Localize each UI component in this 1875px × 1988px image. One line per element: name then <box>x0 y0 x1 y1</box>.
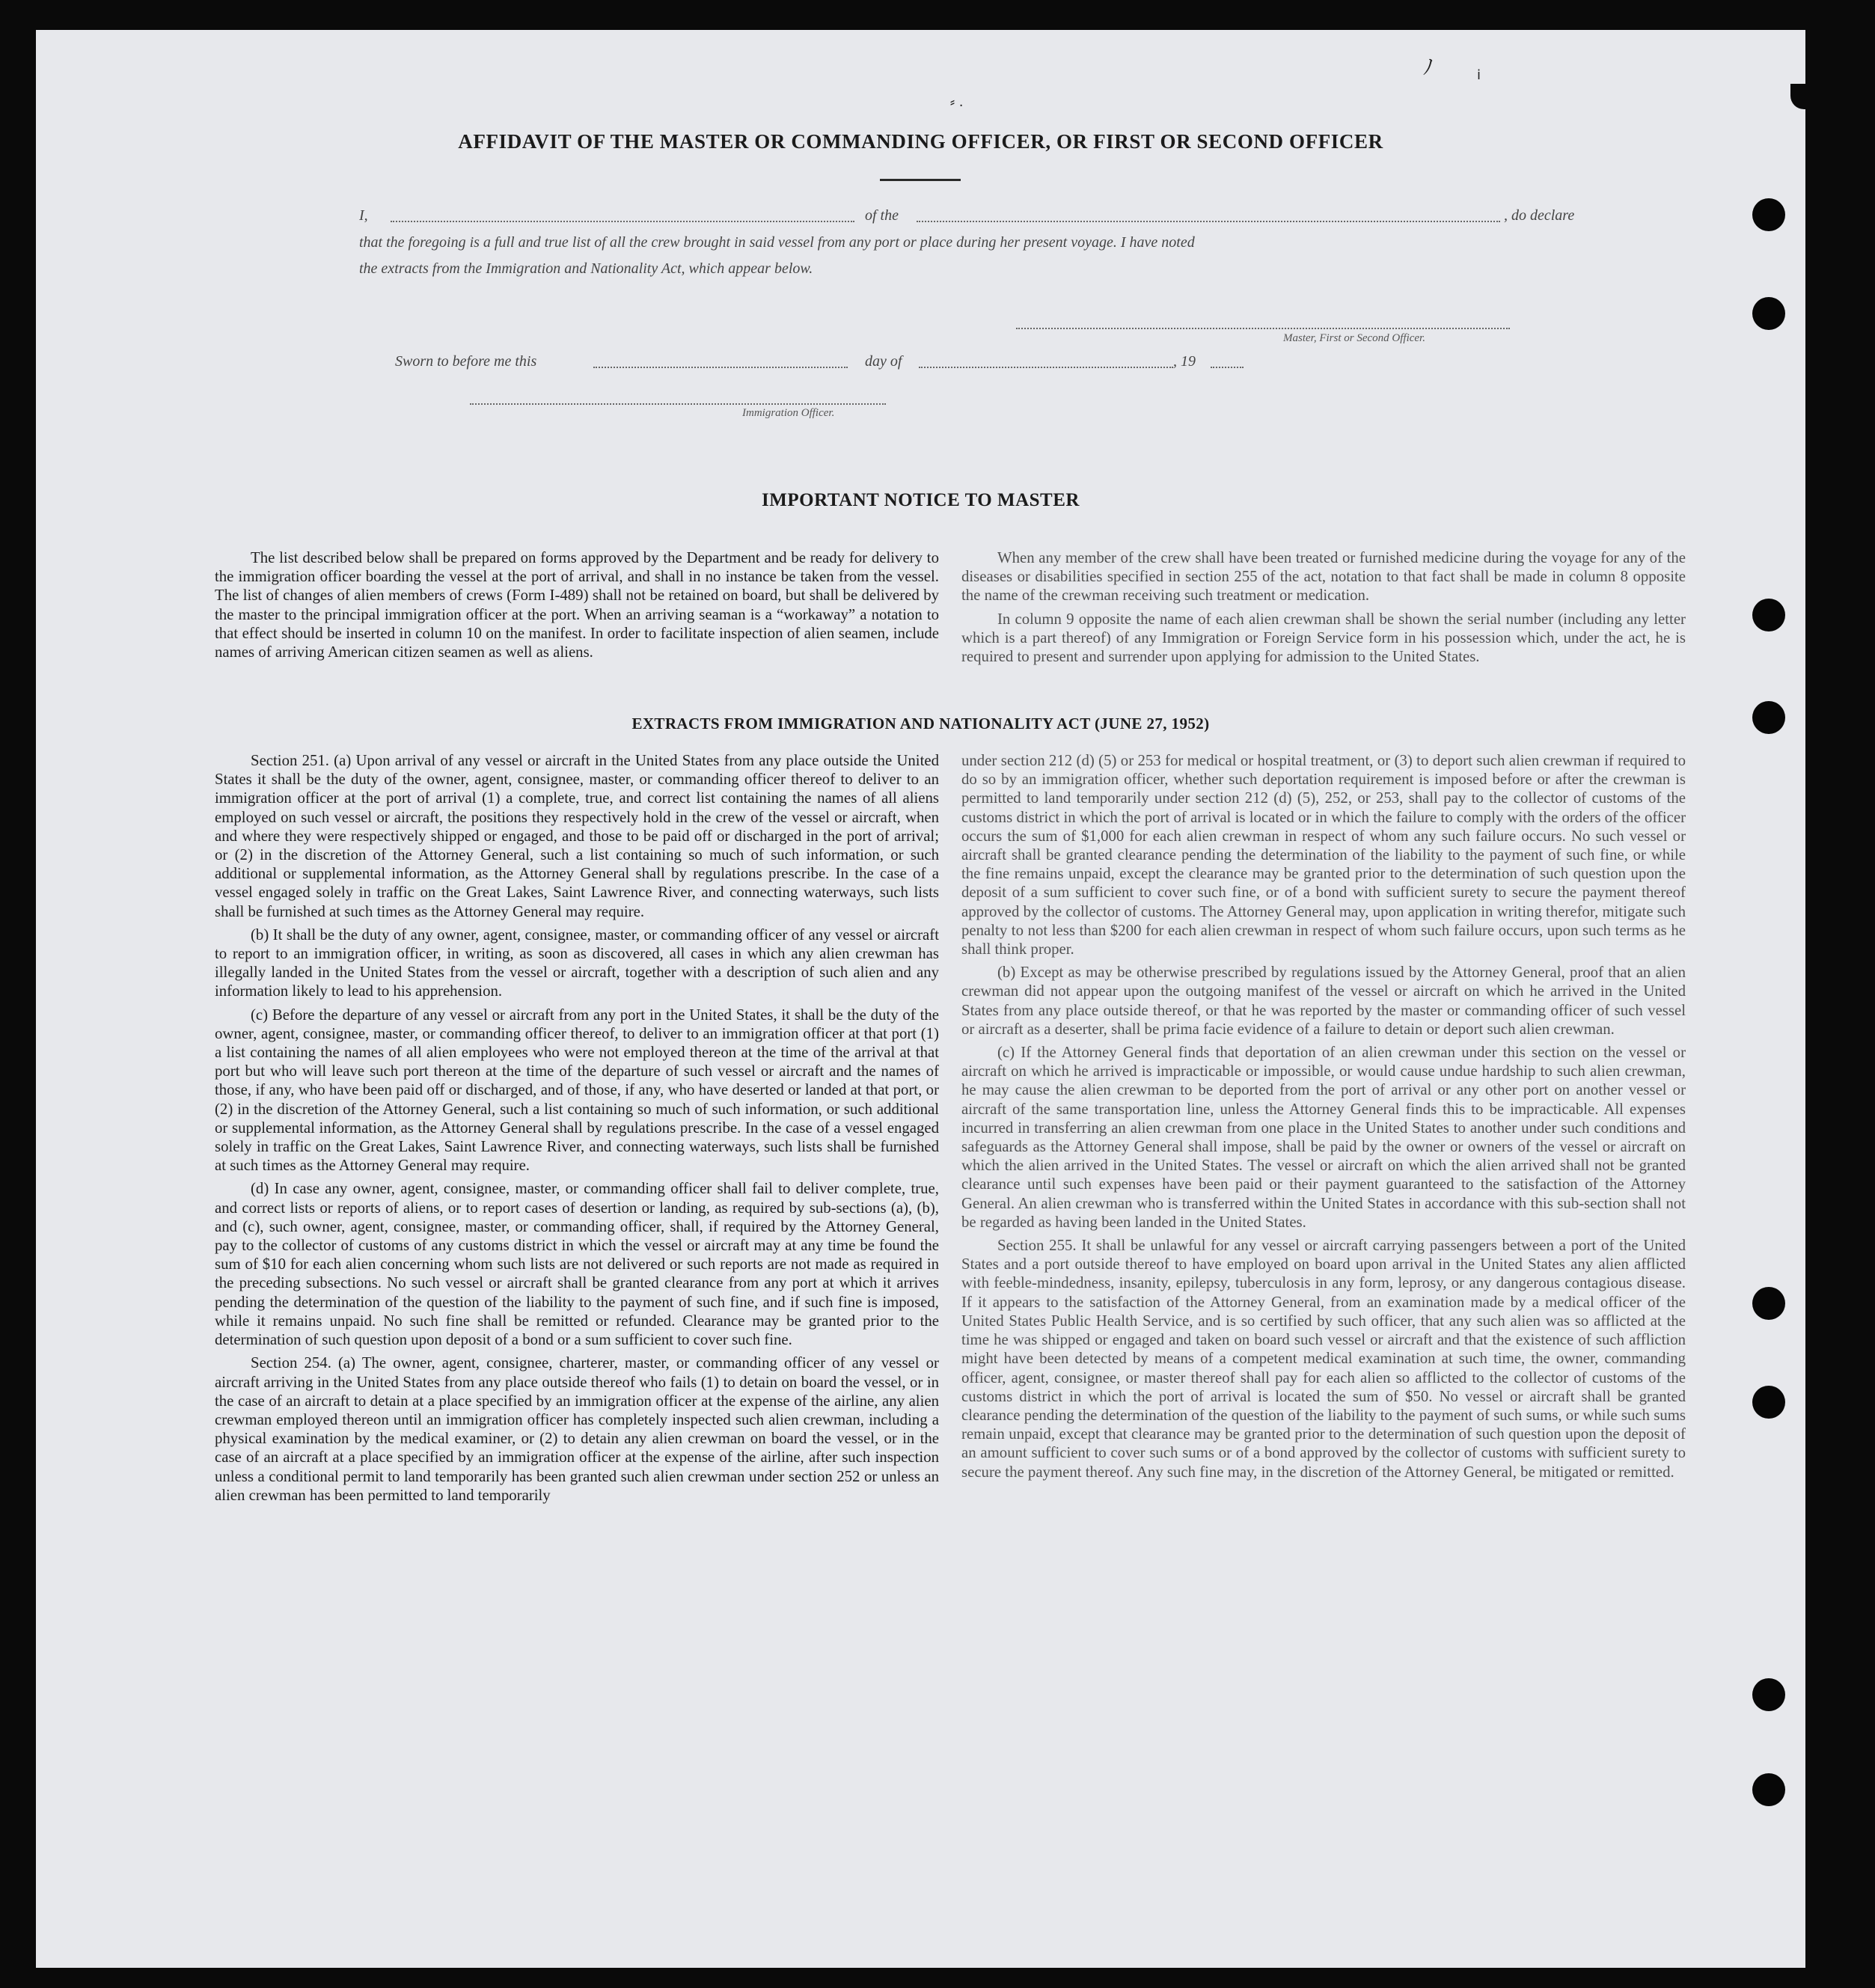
punch-hole <box>1752 198 1785 231</box>
section-254-a-continued: under section 212 (d) (5) or 253 for medical or hospital treatment, or (3) to deport such alien crewman if required to do so by an immigration officer, whether such deportation requirement is imposed before or after the crewman is permitted to land temporarily under section 212 (d) (5), 252, or 253, shall pay to the collector of customs of the customs district in which the port of arrival is located or in which the failure to comply with the orders of the officer occurs the sum of $1,000 for each alien crewman in respect of whom any such failure occurs. No such vessel or aircraft shall be granted clearance pending the determination of the liability to the payment of such fine, or while the fine remains unpaid, except the clearance may be granted prior to the determination of such question upon the deposit of a sum sufficient to cover such fine, or of a bond with sufficient surety to secure the payment thereof approved by the collector of customs. The Attorney General may, upon application in writing therefor, mitigate such penalty to not less than $200 for each alien crewman in respect of whom such failure occurs, upon such terms as he shall think proper. <box>961 752 1686 958</box>
section-254-c: (c) If the Attorney General finds that deportation of an alien crewman under this section on the vessel or aircraft on which he arrived is impracticable or impossible, or would cause undue hardship to such alien crewman, he may cause the alien crewman to be deported from the port of arrival or any other port on another vessel or aircraft of the same transportation line, unless the Attorney General finds this to be impracticable. All expenses incurred in transferring an alien crewman from one place in the United States to another under such conditions and safeguards as the Attorney General shall impose, shall be paid by the owner or owners of the vessel or aircraft on which the alien arrived in the United States. The vessel or aircraft on which the alien arrived shall not be granted clearance until such expenses have been paid or their payment guaranteed to the satisfaction of the Attorney General. An alien crewman who is transferred within the United States in accordance with this sub-section shall not be regarded as having been landed in the United States. <box>961 1044 1686 1231</box>
punch-hole <box>1752 1386 1785 1419</box>
sworn-text: Sworn to before me this <box>395 353 537 370</box>
section-251-b: (b) It shall be the duty of any owner, agent, consignee, master, or commanding officer of any vessel or aircraft to report to an immigration officer, in writing, as soon as discovered, all cases in which any alien crewman has illegally landed in the United States from the vessel or aircraft, together with a description of such alien and any information likely to lead to his apprehension. <box>215 926 939 1000</box>
title-underline <box>880 179 961 181</box>
section-255: Section 255. It shall be unlawful for any vessel or aircraft carrying passengers between a port of the United States and a port outside thereof to have employed on board upon arrival in the United States any alien afflicted with feeble-mindedness, insanity, epilepsy, tuberculosis in any form, leprosy, or any dangerous contagious disease. If it appears to the satisfaction of the Attorney General, from an examination made by a medical officer of the United States Public Health Service, and is so certified by such officer, that any such alien was so afflicted at the time he was shipped or engaged and taken on board such vessel or aircraft and that the existence of such affliction might have been detected by means of a competent medical examination at such time, the owner, commanding officer, agent, consignee, or master thereof shall pay for each alien so afflicted to the collector of customs of the customs district in which the port of arrival is located the sum of $50. No vessel or aircraft shall be granted clearance pending the determination of the question of the liability to the payment of such sums, or while such sums remain unpaid, except that clearance may be granted prior to the determination of such question upon the deposit of an amount sufficient to cover such sums or of a bond approved by the collector of customs with sufficient surety to secure the payment thereof. Any such fine may, in the discretion of the Attorney General, be mitigated or remitted. <box>961 1237 1686 1481</box>
sworn-year: , 19 <box>1173 353 1196 370</box>
notice-right-paragraph-2: In column 9 opposite the name of each alien crewman shall be shown the serial number (including any letter which is a part thereof) of any Immigration or Foreign Service form in his possession which, under the act, he is required to present and surrender upon applying for admission to the United States. <box>961 610 1686 666</box>
stray-mark: ⸗ . <box>950 94 964 110</box>
officer-signature-caption: Immigration Officer. <box>742 407 835 419</box>
sworn-year-blank[interactable] <box>1211 367 1244 368</box>
declaration-do-declare: , do declare <box>1504 207 1575 224</box>
sworn-day-of: day of <box>865 353 902 370</box>
section-251-c: (c) Before the departure of any vessel or aircraft from any port in the United States, it shall be the duty of the owner, agent, consignee, master, or commanding officer thereof, to deliver to an immigration officer at that port (1) a list containing the names of all alien employees who were not employed thereon at the time of the arrival at that port but who will leave such port thereon at the time of the departure of such vessel or aircraft and the names of those, if any, who have been paid off or discharged, and of those, if any, who have deserted or landed at that port, or (2) in the discretion of the Attorney General, such a list containing so much of such information, or such additional or supplemental information, as the Attorney General shall by regulations prescribe. In the case of a vessel engaged solely in traffic on the Great Lakes, Saint Lawrence River, and connecting waterways, such lists shall be furnished at such times as the Attorney General may require. <box>215 1006 939 1175</box>
notice-title: IMPORTANT NOTICE TO MASTER <box>762 490 1080 510</box>
punch-hole <box>1752 599 1785 631</box>
declaration-i: I, <box>359 207 368 224</box>
document-page <box>36 30 1805 1968</box>
officer-signature-line[interactable] <box>470 403 886 405</box>
declaration-line-2: that the foregoing is a full and true list of all the crew brought in said vessel from any port or place during her present voyage. I have noted <box>359 234 1195 251</box>
notice-right-column <box>961 548 1686 670</box>
declaration-line-1 <box>359 207 1575 224</box>
vessel-blank[interactable] <box>917 221 1500 222</box>
section-251-a: Section 251. (a) Upon arrival of any vessel or aircraft in the United States from any place outside the United States it shall be the duty of the owner, agent, consignee, master, or commanding officer thereof to deliver to an immigration officer at the port of arrival (1) a complete, true, and correct list containing the names of all aliens employed on such vessel or aircraft, the positions they respectively hold in the crew of the vessel or aircraft, when and where they were respectively shipped or engaged, and those to be paid off or discharged in the port of arrival; or (2) in the discretion of the Attorney General, such a list containing so much of such information, or such additional or supplemental information, as the Attorney General shall by regulations prescribe. In the case of a vessel engaged solely in traffic on the Great Lakes, Saint Lawrence River, and connecting waterways, such lists shall be furnished at such times as the Attorney General may require. <box>215 752 939 920</box>
master-signature-caption: Master, First or Second Officer. <box>1283 332 1425 344</box>
declaration-line-3: the extracts from the Immigration and Nationality Act, which appear below. <box>359 260 813 277</box>
sworn-day-blank[interactable] <box>593 367 848 368</box>
notice-left-column <box>215 548 939 666</box>
sworn-line <box>395 353 1293 370</box>
declaration-of-the: of the <box>865 207 899 224</box>
section-254-a: Section 254. (a) The owner, agent, consignee, charterer, master, or commanding officer of any vessel or aircraft arriving in the United States from any place outside thereof who fails (1) to detain on board the vessel, or in the case of an aircraft to detain at a place specified by an immigration officer at the expense of the airline, any alien crewman employed thereon until an immigration officer has completely inspected such alien crewman, including a physical examination by the medical examiner, or (2) to detain any alien crewman on board the vessel, or in the case of an aircraft at a place specified by an immigration officer at the expense of the airline, after such inspection unless a conditional permit to land temporarily has been granted such alien crewman under section 252 or unless an alien crewman has been permitted to land temporarily <box>215 1354 939 1504</box>
stray-mark: ⅰ <box>1477 67 1481 83</box>
page-edge-tear <box>1790 84 1805 109</box>
punch-hole <box>1752 1678 1785 1711</box>
section-254-b: (b) Except as may be otherwise prescribed by regulations issued by the Attorney General, proof that an alien crewman did not appear upon the outgoing manifest of the vessel or aircraft on which he arrived in the United States from any place outside thereof, or that he was reported by the master or commanding officer of such vessel or aircraft as a deserter, shall be prima facie evidence of a failure to detain or deport such alien crewman. <box>961 964 1686 1038</box>
section-251-d: (d) In case any owner, agent, consignee, master, or commanding officer shall fail to deliver complete, true, and correct lists or reports of aliens, or to report cases of desertion or landing, as required by sub-sections (a), (b), and (c), such owner, agent, consignee, master, or commanding officer, shall, if required by the Attorney General, pay to the collector of customs of any customs district in which the vessel or aircraft may at any time be found the sum of $10 for each alien concerning whom such lists are not delivered or such reports are not made as required in the preceding subsections. No such vessel or aircraft shall be granted clearance from any port at which it arrives pending the determination of the question of the liability to the payment of such fine, and if such fine is imposed, while it remains unpaid. No such fine shall be remitted or refunded. Clearance may be granted prior to the determination of such question upon deposit of a bond or a sum sufficient to cover such fine. <box>215 1180 939 1349</box>
sworn-month-blank[interactable] <box>919 367 1173 368</box>
extracts-left-column <box>215 751 939 1509</box>
notice-right-paragraph-1: When any member of the crew shall have been treated or furnished medicine during the voyage for any of the diseases or disabilities specified in section 255 of the act, notation to that fact shall be made in column 8 opposite the name of the crewman receiving such treatment or medication. <box>961 549 1686 605</box>
punch-hole <box>1752 1773 1785 1806</box>
extracts-title: EXTRACTS FROM IMMIGRATION AND NATIONALITY ACT (JUNE 27, 1952) <box>631 715 1210 732</box>
punch-hole <box>1752 297 1785 330</box>
master-signature-line[interactable] <box>1016 328 1510 329</box>
extracts-right-column <box>961 751 1686 1486</box>
stray-mark: ﾉ <box>1423 55 1434 79</box>
name-blank[interactable] <box>391 221 854 222</box>
affidavit-title: AFFIDAVIT OF THE MASTER OR COMMANDING OFFICER, OR FIRST OR SECOND OFFICER <box>458 130 1383 153</box>
punch-hole <box>1752 1287 1785 1320</box>
notice-left-paragraph: The list described below shall be prepared on forms approved by the Department and be ready for delivery to the immigration officer boarding the vessel at the port of arrival, and shall in no instance be taken from the vessel. The list of changes of alien members of crews (Form I-489) shall not be retained on board, but shall be delivered by the master to the principal immigration officer at the port. When an arriving seaman is a “workaway” a notation to that effect should be inserted in column 10 on the manifest. In order to facilitate inspection of alien seamen, include names of arriving American citizen seamen as well as aliens. <box>215 549 939 661</box>
